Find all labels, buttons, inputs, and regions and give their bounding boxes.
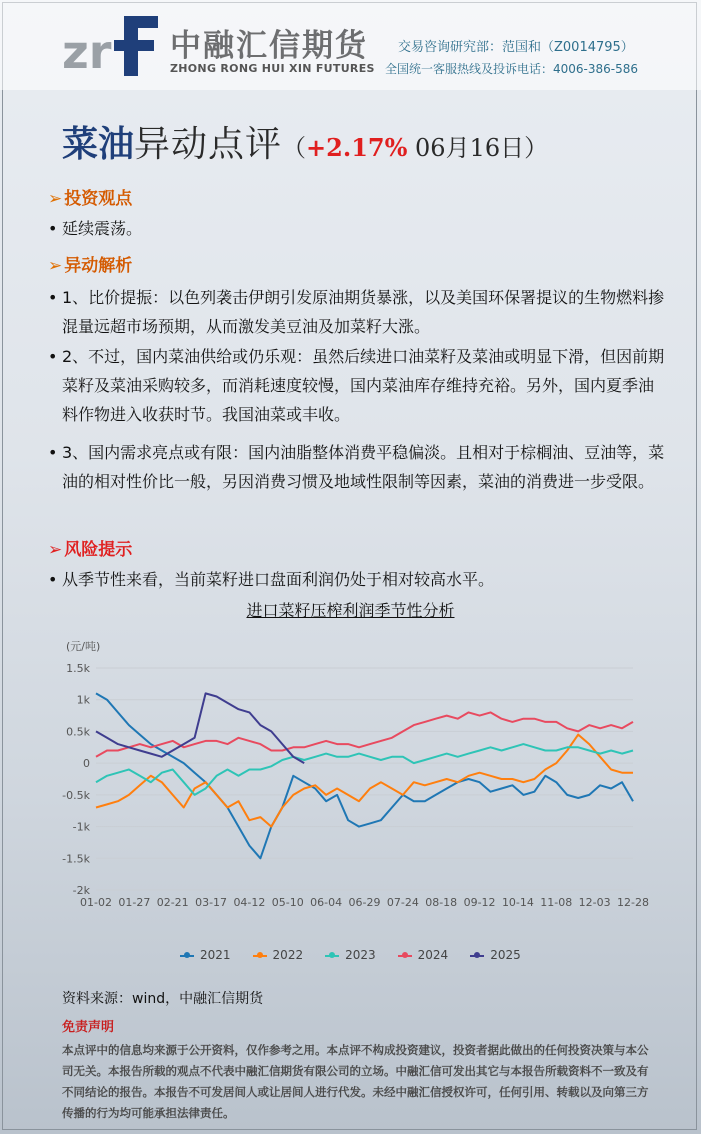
series-line-2023 bbox=[96, 744, 633, 795]
bullet-icon: • bbox=[48, 570, 58, 589]
svg-text:zr: zr bbox=[62, 25, 112, 79]
page-title bbox=[62, 116, 548, 167]
disclaimer-title: 免责声明 bbox=[62, 1020, 115, 1035]
data-source: 资料来源：wind，中融汇信期货 bbox=[62, 991, 264, 1007]
x-tick-label: 01-02 bbox=[80, 896, 112, 909]
x-tick-label: 08-18 bbox=[425, 896, 458, 909]
section-heading-view: ➢ 投资观点 bbox=[48, 189, 133, 209]
company-logo bbox=[62, 10, 162, 80]
bullet-icon: • bbox=[48, 347, 58, 366]
chart bbox=[58, 632, 658, 982]
arrow-icon: ➢ bbox=[48, 189, 63, 209]
analysis-item-2: • 2、不过，国内菜油供给或仍乐观：虽然后续进口油菜籽及菜油或明显下滑，但因前期菜籽及菜油采购较多，而消耗速度较慢，国内菜油库存维持充裕。另外，国内夏季油料作物进入收获时节。我国油菜或丰收。 bbox=[48, 342, 668, 429]
legend-item-2022 bbox=[253, 948, 304, 962]
legend-label: 2024 bbox=[417, 948, 449, 962]
title-sub: 异动点评 bbox=[134, 124, 283, 165]
legend-swatch-icon bbox=[325, 955, 339, 957]
x-tick-label: 09-12 bbox=[463, 896, 496, 909]
x-tick-label: 05-10 bbox=[271, 896, 304, 909]
x-tick-label: 12-03 bbox=[578, 896, 611, 909]
legend-label: 2023 bbox=[345, 948, 376, 962]
legend-item-2024 bbox=[398, 948, 449, 962]
legend-item-2021 bbox=[180, 948, 231, 962]
brand-name-en: ZHONG RONG HUI XIN FUTURES bbox=[170, 62, 375, 75]
risk-paragraph: • 从季节性来看，当前菜籽进口盘面利润仍处于相对较高水平。 bbox=[48, 565, 668, 594]
bullet-icon: • bbox=[48, 288, 58, 307]
y-axis-unit: (元/吨) bbox=[66, 640, 101, 653]
legend-item-2023 bbox=[325, 948, 376, 962]
price-change: +2.17% bbox=[306, 133, 408, 162]
section-heading-risk: ➢ 风险提示 bbox=[48, 540, 133, 560]
y-tick-label: -0.5k bbox=[62, 788, 90, 802]
arrow-icon: ➢ bbox=[48, 256, 63, 276]
x-tick-label: 01-27 bbox=[118, 896, 151, 909]
arrow-icon: ➢ bbox=[48, 540, 63, 560]
research-contact: 交易咨询研究部：范国和（Z0014795） bbox=[398, 40, 634, 55]
title-paren-open: （ bbox=[282, 134, 307, 162]
chart-legend bbox=[180, 948, 543, 962]
legend-item-2025 bbox=[470, 948, 521, 962]
analysis-item-3: • 3、国内需求亮点或有限：国内油脂整体消费平稳偏淡。且相对于棕榈油、豆油等，菜油的相对性价比一般，另因消费习惯及地域性限制等因素，菜油的消费进一步受限。 bbox=[48, 438, 668, 496]
y-tick-label: 1.5k bbox=[66, 662, 90, 675]
header bbox=[0, 0, 701, 90]
hotline-contact: 全国统一客服热线及投诉电话：4006-386-586 bbox=[385, 62, 639, 76]
y-tick-label: -1k bbox=[72, 820, 90, 834]
x-tick-label: 11-08 bbox=[540, 896, 573, 909]
series-line-2025 bbox=[96, 693, 304, 763]
legend-swatch-icon bbox=[398, 955, 412, 957]
legend-swatch-icon bbox=[253, 955, 267, 957]
series-line-2021 bbox=[96, 693, 633, 858]
y-tick-label: -2k bbox=[72, 884, 90, 897]
y-tick-label: -1.5k bbox=[62, 852, 90, 866]
x-tick-label: 02-21 bbox=[156, 896, 189, 909]
section-heading-analysis: ➢ 异动解析 bbox=[48, 256, 133, 276]
title-date: 06月16日 bbox=[407, 134, 525, 162]
x-tick-label: 06-29 bbox=[348, 896, 381, 909]
x-tick-label: 10-14 bbox=[501, 896, 534, 909]
y-tick-label: 1k bbox=[76, 693, 90, 707]
legend-label: 2021 bbox=[200, 948, 231, 962]
view-paragraph: • 延续震荡。 bbox=[48, 214, 668, 243]
bullet-icon: • bbox=[48, 443, 58, 462]
title-paren-close: ） bbox=[524, 134, 549, 162]
y-tick-label: 0.5k bbox=[66, 725, 90, 739]
x-tick-label: 07-24 bbox=[386, 896, 419, 909]
analysis-item-1: • 1、比价提振：以色列袭击伊朗引发原油期货暴涨，以及美国环保署提议的生物燃料掺混量远超市场预期，从而激发美豆油及加菜籽大涨。 bbox=[48, 283, 668, 341]
disclaimer-text: 本点评中的信息均来源于公开资料，仅作参考之用。本点评不构成投资建议，投资者据此做出的任何投资决策与本公司无关。本报告所载的观点不代表中融汇信期货有限公司的立场。中融汇信可发出其它与本报告所载资料不一致及有不同结论的报告。本报告不可发居间人或让居间人进行代发。未经中融汇信授权许可，任何引用、转载以及向第三方传播的行为均可能承担法律责任。 bbox=[62, 1043, 649, 1120]
chart-svg bbox=[58, 632, 658, 942]
legend-label: 2025 bbox=[490, 948, 521, 962]
chart-title: 进口菜籽压榨利润季节性分析 bbox=[246, 601, 455, 620]
x-tick-label: 12-28 bbox=[617, 896, 649, 909]
bullet-icon: • bbox=[48, 219, 58, 238]
x-tick-label: 03-17 bbox=[195, 896, 228, 909]
legend-label: 2022 bbox=[272, 948, 304, 962]
brand-name-cn: 中融汇信期货 bbox=[170, 28, 368, 64]
x-tick-label: 06-04 bbox=[310, 896, 343, 909]
x-tick-label: 04-12 bbox=[233, 896, 266, 909]
title-main: 菜油 bbox=[62, 123, 135, 165]
legend-swatch-icon bbox=[470, 955, 484, 957]
y-tick-label: 0 bbox=[83, 757, 90, 771]
legend-swatch-icon bbox=[180, 955, 194, 957]
